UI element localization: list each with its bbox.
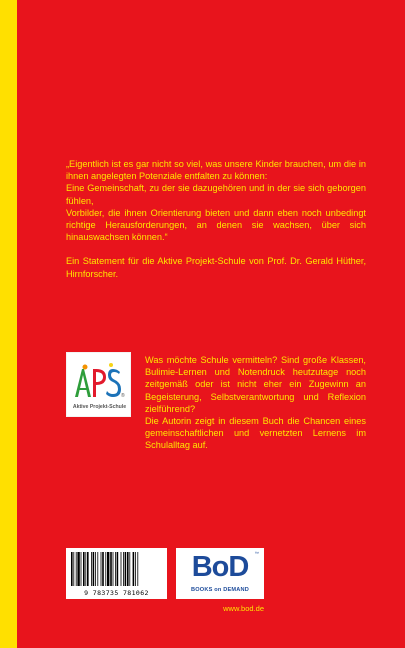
registered-mark: ® <box>121 393 125 399</box>
quote-line: Vorbilder, die ihnen Orientierung bieten und dann eben noch unbedingt richtige Herausforderungen, an denen sie wachsen, über sich hinauswachsen können.“ <box>66 207 366 243</box>
isbn-barcode <box>66 548 167 599</box>
quote-block <box>66 158 366 280</box>
quote-line: Eine Gemeinschaft, zu der sie dazugehören und in der sie sich geborgen fühlen, <box>66 183 366 206</box>
barcode-digits: 9 783735 781062 <box>84 589 149 597</box>
quote-line: „Eigentlich ist es gar nicht so viel, was unsere Kinder brauchen, um die in ihnen angelegten Potenziale entfalten zu können: <box>66 159 366 182</box>
bod-logo <box>176 548 264 599</box>
publisher-url: www.bod.de <box>223 604 264 613</box>
bod-wordmark: BoD <box>191 551 249 583</box>
logo-caption: Aktive Projekt-Schule <box>72 404 127 410</box>
quote-attribution: Ein Statement für die Aktive Projekt-Schule von Prof. Dr. Gerald Hüther, Hirnforscher. <box>66 256 366 279</box>
spine-strip <box>0 0 17 648</box>
bod-trademark: ™ <box>254 551 259 556</box>
description-summary: Die Autorin zeigt in diesem Buch die Chancen eines gemeinschaftlichen und vernetzten Lernens im Schulalltag auf. <box>145 416 366 451</box>
aps-logo <box>66 352 131 417</box>
bod-tagline: BOOKS on DEMAND <box>190 587 249 593</box>
description-questions: Was möchte Schule vermitteln? Sind große Klassen, Bulimie-Lernen und Notendruck heutzutage noch zeitgemäß oder ist nicht eher ein Zugewinn an Begeisterung, Selbstverantwortung und Reflexion zielführend? <box>145 355 366 414</box>
description-block <box>145 354 366 452</box>
barcode-icon <box>71 552 162 586</box>
aps-logo-icon <box>73 361 126 403</box>
